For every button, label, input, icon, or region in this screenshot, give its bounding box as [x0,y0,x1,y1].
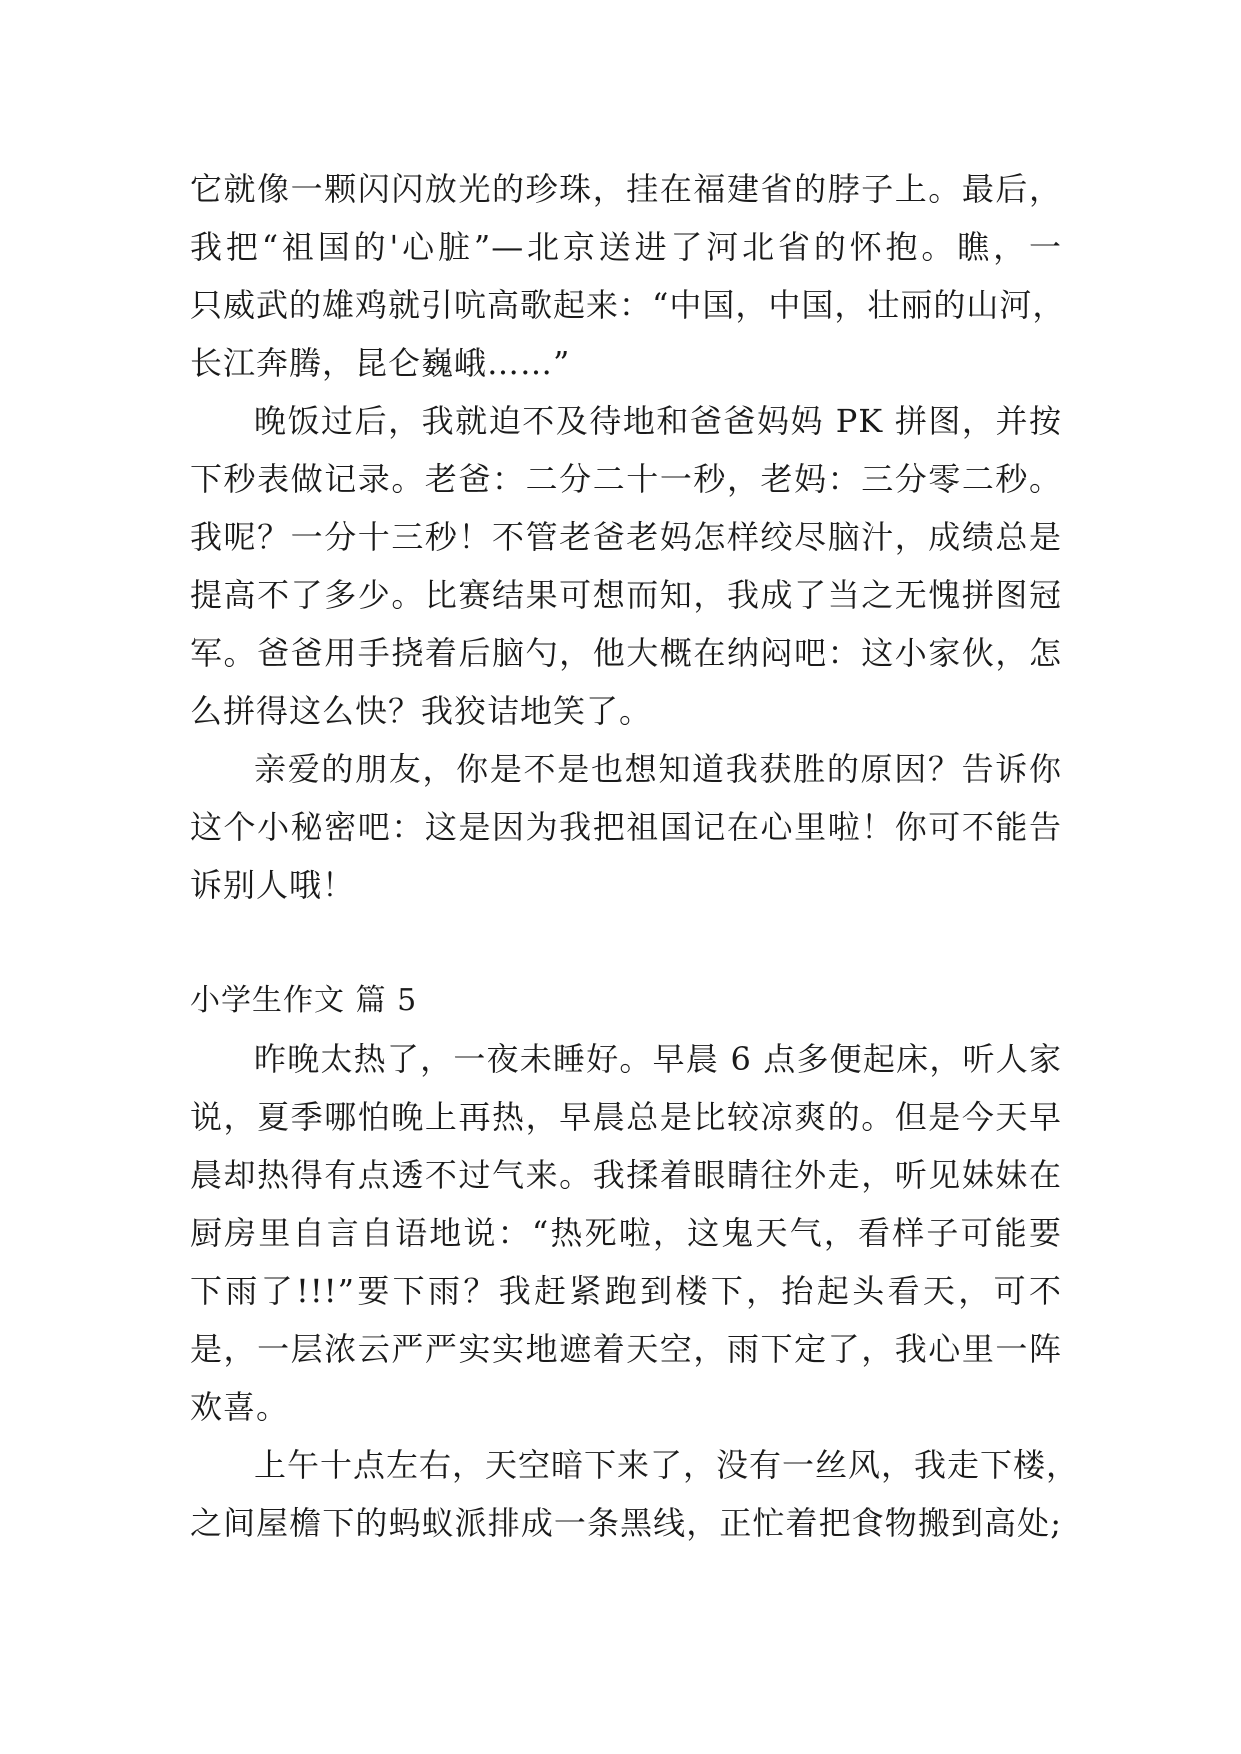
text-line: 么拼得这么快？我狡诘地笑了。 [190,692,653,730]
text-line: 欢喜。 [190,1388,290,1426]
text-line: 提高不了多少。比赛结果可想而知，我成了当之无愧拼图冠 [190,576,1062,614]
paragraph-2 [190,392,1062,740]
text-line: 昨晚太热了，一夜未睡好。早晨 6 点多便起床，听人家 [254,1040,1062,1078]
text-line: 长江奔腾，昆仑巍峨……” [190,344,571,382]
text-line: 下雨了!!!”要下雨？我赶紧跑到楼下，抬起头看天，可不 [190,1272,1062,1310]
text-line: 它就像一颗闪闪放光的珍珠，挂在福建省的脖子上。最后， [190,170,1062,208]
section-spacer [190,914,1062,972]
text-line: 厨房里自言自语地说：“热死啦，这鬼天气，看样子可能要 [190,1214,1062,1252]
text-line: 我把“祖国的'心脏”—北京送进了河北省的怀抱。瞧，一 [190,228,1062,266]
document-page [190,160,1080,1552]
text-line: 之间屋檐下的蚂蚁派排成一条黑线，正忙着把食物搬到高处; [190,1504,1062,1542]
text-line: 晨却热得有点透不过气来。我揉着眼睛往外走，听见妹妹在 [190,1156,1062,1194]
paragraph-5 [190,1436,1080,1552]
text-line: 这个小秘密吧：这是因为我把祖国记在心里啦！你可不能告 [190,808,1062,846]
text-line: 上午十点左右，天空暗下来了，没有一丝风，我走下楼， [254,1446,1080,1484]
text-line: 说，夏季哪怕晚上再热，早晨总是比较凉爽的。但是今天早 [190,1098,1062,1136]
section-heading: 小学生作文 篇 5 [190,983,418,1018]
paragraph-3 [190,740,1062,914]
text-line: 只威武的雄鸡就引吭高歌起来：“中国，中国，壮丽的山河， [190,286,1066,324]
text-line: 晚饭过后，我就迫不及待地和爸爸妈妈 PK 拼图，并按 [254,402,1062,440]
text-line: 下秒表做记录。老爸：二分二十一秒，老妈：三分零二秒。 [190,460,1062,498]
text-line: 是，一层浓云严严实实地遮着天空，雨下定了，我心里一阵 [190,1330,1062,1368]
paragraph-1 [190,160,1066,392]
text-line: 亲爱的朋友，你是不是也想知道我获胜的原因？告诉你 [254,750,1062,788]
text-line: 诉别人哦！ [190,866,356,904]
text-line: 我呢？一分十三秒！不管老爸老妈怎样绞尽脑汁，成绩总是 [190,518,1062,556]
paragraph-4 [190,1030,1062,1436]
text-line: 军。爸爸用手挠着后脑勺，他大概在纳闷吧：这小家伙，怎 [190,634,1062,672]
